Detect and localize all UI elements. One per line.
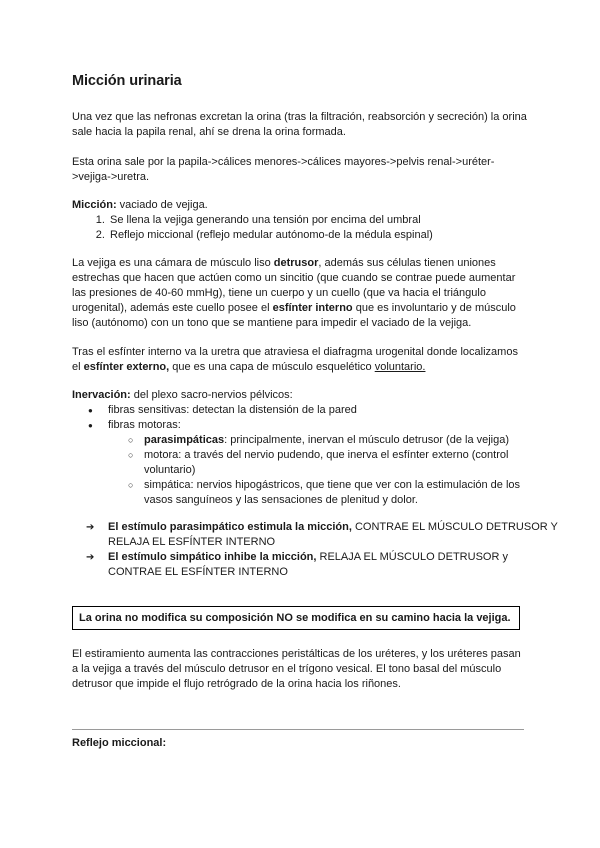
bold-term: El estímulo simpático inhibe la micción,: [108, 551, 317, 563]
page-title: Micción urinaria: [72, 73, 182, 89]
list-item: ● fibras sensitivas: detectan la distensión de la pared: [108, 403, 528, 418]
innervation-text: del plexo sacro-nervios pélvicos:: [130, 389, 293, 401]
bold-term: esfínter interno: [272, 302, 353, 314]
list-item: [108, 520, 564, 550]
text-span: que es una capa de músculo esquelético: [169, 361, 375, 373]
section-heading: [72, 736, 528, 751]
intro-paragraph: Una vez que las nefronas excretan la orina (tras la filtración, reabsorción y secreción) la orina sale hacia la papila renal, ahí se drena la orina formada.: [72, 111, 527, 138]
miccion-label: Micción:: [72, 199, 117, 211]
miccion-section: [72, 198, 528, 243]
reflex-heading: Reflejo miccional:: [72, 737, 167, 749]
text-span: La vejiga es una cámara de músculo liso: [72, 257, 274, 269]
text-span: RELAJA EL MÚSCULO DETRUSOR y CONTRAE EL ESFÍNTER INTERNO: [108, 551, 508, 578]
miccion-definition: [72, 198, 528, 213]
list-item: [144, 433, 528, 448]
highlight-box: La orina no modifica su composición NO se modifica en su camino hacia la vejiga.: [72, 606, 520, 630]
miccion-text: vaciado de vejiga.: [116, 199, 208, 211]
text-span: , además sus células tienen uniones estrechas que hacen que actúen como un sincitio (que cuando se contrae puede aumentar las presiones de 40-60 mmHg), tiene un cuerpo y un cuello (que va hacia el triángulo urogenital), además este cuello posee el: [72, 257, 516, 314]
peristalsis-paragraph: El estiramiento aumenta las contracciones peristálticas de los uréteres, y los uréteres pasan a la vejiga a través del músculo detrusor en el trígono vesical. El tono basal del músculo detrusor que impide el flujo retrógrado de la orina hacia los riñones.: [72, 648, 521, 690]
bold-term: esfínter externo,: [83, 361, 170, 373]
list-item: ○ simpática: nervios hipogástricos, que tiene que ver con la estimulación de los vasos sanguíneos y las sensaciones de plenitud y dolor.: [144, 478, 528, 508]
urine-path-paragraph: Esta orina sale por la papila->cálices menores->cálices mayores->pelvis renal->uréter->vejiga->uretra.: [72, 156, 495, 183]
motor-fibers-label: fibras motoras:: [108, 419, 181, 431]
miccion-steps: [72, 213, 528, 243]
fiber-list: [72, 403, 528, 508]
list-item: 1. Se llena la vejiga generando una tensión por encima del umbral: [108, 213, 528, 228]
text-span: que es involuntario y de músculo liso (autónomo) con un tono que se mantiene para impedir el vaciado de la vejiga.: [72, 302, 516, 329]
list-item: [108, 418, 528, 508]
motor-fiber-sublist: [108, 433, 528, 508]
bold-term: detrusor: [273, 257, 319, 269]
divider: [72, 729, 524, 730]
list-item: ○ motora: a través del nervio pudendo, que inerva el esfínter externo (control voluntario): [144, 448, 528, 478]
innervation-section: [72, 388, 528, 508]
conclusion-arrows: [72, 520, 564, 580]
text-span: : principalmente, inervan el músculo detrusor (de la vejiga): [224, 434, 510, 446]
text-span: Tras el esfínter interno va la uretra que atraviesa el diafragma urogenital donde localizamos el: [72, 346, 518, 373]
underlined-term: voluntario.: [374, 361, 426, 373]
bladder-paragraph: [72, 256, 528, 331]
external-sphincter-paragraph: [72, 345, 528, 375]
text-span: CONTRAE EL MÚSCULO DETRUSOR Y RELAJA EL ESFÍNTER INTERNO: [108, 521, 558, 548]
bold-term: parasimpáticas: [144, 434, 225, 446]
bold-term: El estímulo parasimpático estimula la micción,: [108, 521, 352, 533]
innervation-heading: [72, 388, 528, 403]
list-item: [108, 550, 564, 580]
list-item: 2. Reflejo miccional (reflejo medular autónomo-de la médula espinal): [108, 228, 528, 243]
innervation-label: Inervación:: [72, 389, 131, 401]
